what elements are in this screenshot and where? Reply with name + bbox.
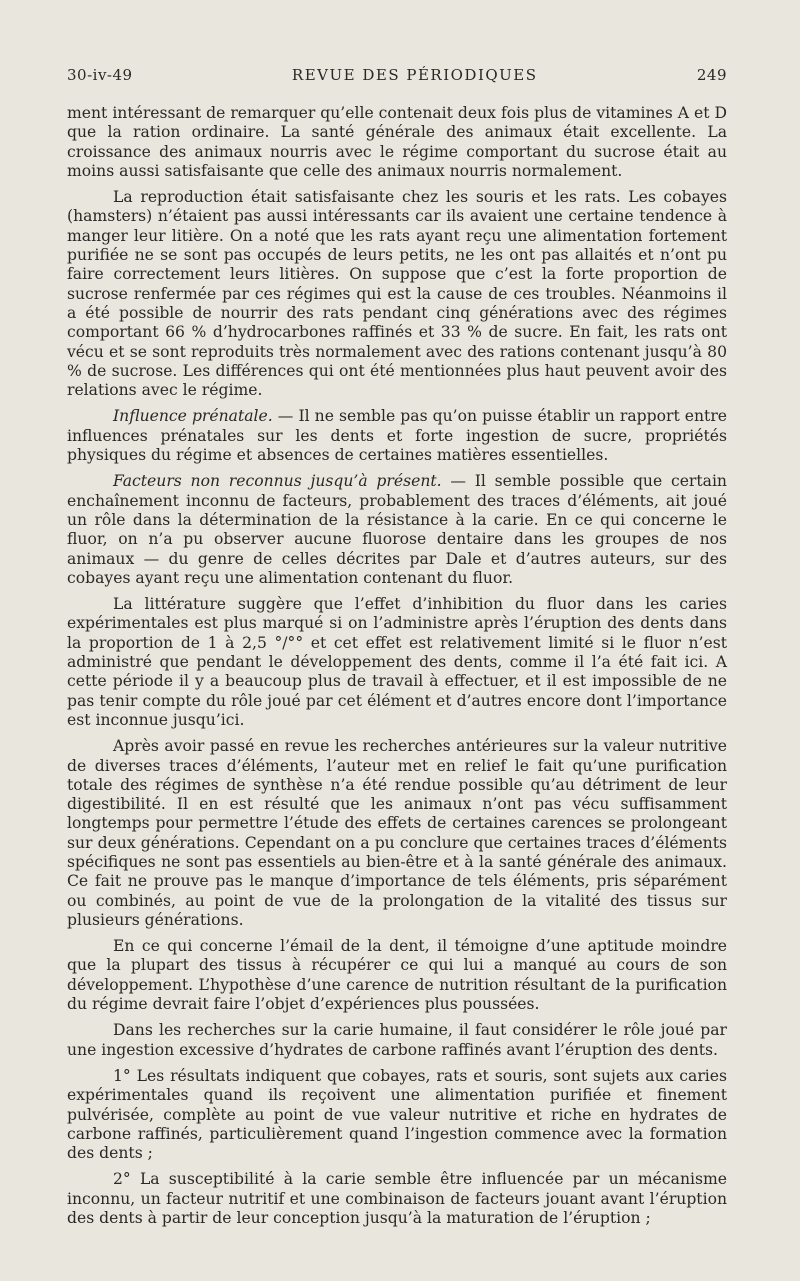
paragraph-text: Après avoir passé en revue les recherches antérieures sur la valeur nutritive de diverses traces d’éléments, l’auteur met en relief le fait qu’une purification totale des régimes de synthèse n’a été rendue possible qu’au détriment de leur digestibilité. Il en est résulté que les animaux n’ont pas vécu suffisamment longtemps pour permettre l’étude des effets de certaines carences se prolongeant sur deux générations. Cependant on a pu conclure que certaines traces d’éléments spécifiques ne sont pas essentiels au bien-être et à la santé générale des animaux. Ce fait ne prouve pas le manque d’importance de tels éléments, pris séparément ou combinés, au point de vue de la prolongation de la vitalité des tissus sur plusieurs générations. — [67, 737, 727, 929]
paragraph-text: ment intéressant de remarquer qu’elle contenait deux fois plus de vitamines A et D que la ration ordinaire. La santé générale des animaux était excellente. La croissance des animaux nourris avec le régime comportant du sucrose était au moins aussi satisfaisante que celle des animaux nourris normalement. — [67, 104, 727, 180]
paragraph-text: 2° La susceptibilité à la carie semble être influencée par un mécanisme inconnu, un facteur nutritif et une combinaison de facteurs jouant avant l’éruption des dents à partir de leur conception jusqu’à la maturation de l’éruption ; — [67, 1170, 727, 1228]
paragraph-email — [67, 937, 727, 1014]
paragraph-carie-humaine — [67, 1021, 727, 1060]
paragraph-continued — [67, 104, 727, 181]
header-date: 30-iv-49 — [67, 66, 133, 84]
paragraph-text: La littérature suggère que l’effet d’inhibition du fluor dans les caries expérimentales est plus marqué si on l’administre après l’éruption des dents dans la proportion de 1 à 2,5 °/°° et cet effet est relativement limité si le fluor n’est administré que pendant le développement des dents, comme il l’a été fait ici. A cette période il y a beaucoup plus de travail à effectuer, et il est impossible de ne pas tenir compte du rôle joué par cet élément et d’autres encore dont l’importance est inconnue jusqu’ici. — [67, 595, 727, 729]
paragraph-text: — Il ne semble pas qu’on puisse établir un rapport entre influences prénatales sur les dents et forte ingestion de sucre, propriétés physiques du régime et absences de certaines matières essentielles. — [67, 407, 728, 465]
paragraph-conclusion-2 — [67, 1170, 727, 1228]
paragraph-text: En ce qui concerne l’émail de la dent, il témoigne d’une aptitude moindre que la plupart des tissus à récupérer ce qui lui a manqué au cours de son développement. L’hypothèse d’une carence de nutrition résultant de la purification du régime devrait faire l’objet d’expériences plus poussées. — [67, 937, 727, 1014]
paragraph-text: 1° Les résultats indiquent que cobayes, rats et souris, sont sujets aux caries expérimentales quand ils reçoivent une alimentation purifiée et finement pulvérisée, complète au point de vue valeur nutritive et riche en hydrates de carbone raffinés, particulièrement quand l’ingestion commence avec la formation des dents ; — [67, 1066, 727, 1163]
paragraph-influence-prenatale — [67, 407, 727, 465]
page-number: 249 — [696, 66, 727, 84]
running-header — [67, 66, 727, 84]
paragraph-reproduction — [67, 188, 727, 400]
article-body — [67, 104, 727, 1235]
section-lead: Facteurs non reconnus jusqu’à présent. — [113, 472, 442, 491]
journal-title: REVUE DES PÉRIODIQUES — [291, 66, 538, 84]
paragraph-text: La reproduction était satisfaisante chez les souris et les rats. Les cobayes (hamsters) n’étaient pas aussi intéressants car ils avaient une certaine tendence à manger leur litière. On a noté que les rats ayant reçu une alimentation fortement purifiée ne se sont pas occupés de leurs petits, ne les ont pas allaités et n’ont pu faire correctement leurs litières. On suppose que c’est la forte proportion de sucrose renfermée par ces régimes qui est la cause de ces troubles. Néanmoins il a été possible de nourrir des rats pendant cinq générations avec des régimes comportant 66 % d’hydrocarbones raffinés et 33 % de sucre. En fait, les rats ont vécu et se sont reproduits très normalement avec des rations contenant jusqu’à 80 % de sucrose. Les différences qui ont été mentionnées plus haut peuvent avoir des relations avec le régime. — [67, 188, 727, 400]
paragraph-fluor — [67, 595, 727, 730]
paragraph-text: Dans les recherches sur la carie humaine, il faut considérer le rôle joué par une ingestion excessive d’hydrates de carbone raffinés avant l’éruption des dents. — [67, 1021, 727, 1059]
paragraph-facteurs — [67, 472, 727, 588]
paragraph-text: — Il semble possible que certain enchaînement inconnu de facteurs, probablement des traces d’éléments, ait joué un rôle dans la détermination de la résistance à la carie. En ce qui concerne le fluor, on n’a pu observer aucune fluorose dentaire dans les groupes de nos animaux — du genre de celles décrites par Dale et d’autres auteurs, sur des cobayes ayant reçu une alimentation contenant du fluor. — [67, 472, 727, 587]
paragraph-conclusion-1 — [67, 1067, 727, 1163]
section-lead: Influence prénatale. — [113, 407, 273, 426]
paragraph-traces-elements — [67, 737, 727, 930]
